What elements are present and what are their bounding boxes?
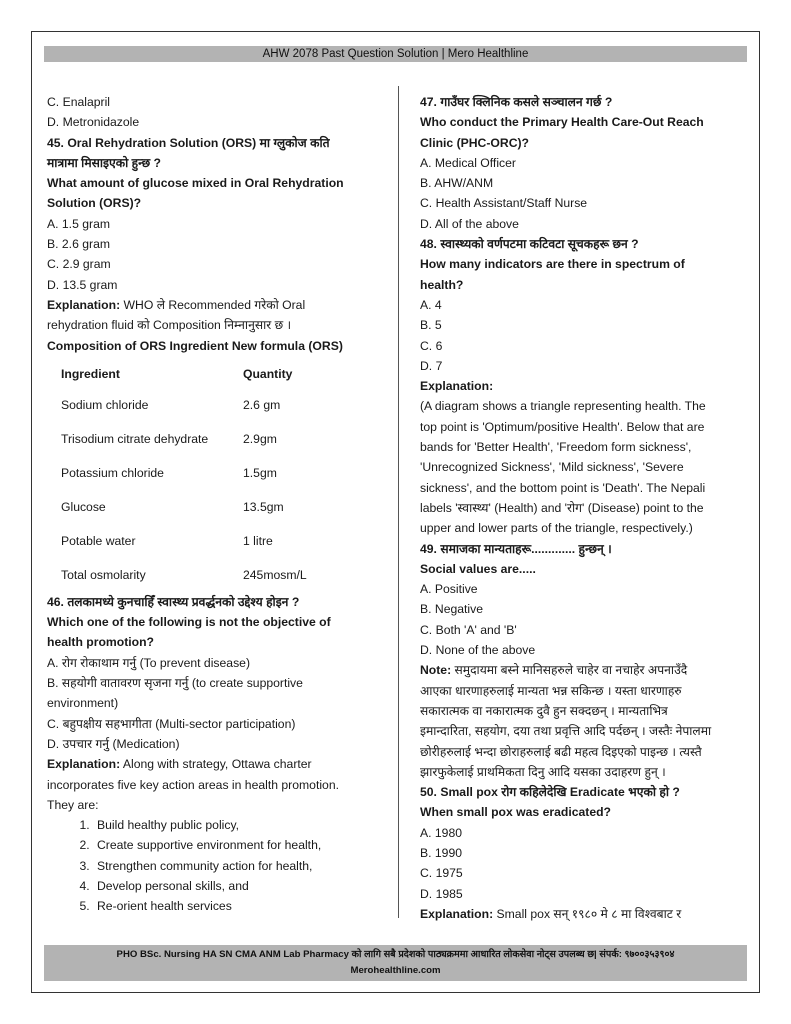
- question-48-english: health?: [420, 277, 464, 292]
- option-text: B. Negative: [420, 602, 484, 617]
- option-text: A. रोग रोकाथाम गर्नु (To prevent disease): [47, 655, 250, 670]
- explanation: [47, 754, 375, 774]
- table-cell: Total osmolarity: [61, 567, 146, 582]
- table-cell: 13.5gm: [243, 499, 284, 514]
- explanation-text: upper and lower parts of the triangle, respectively.): [420, 521, 693, 536]
- question-48-english: How many indicators are there in spectrum of: [420, 257, 685, 272]
- table-row: [47, 422, 307, 456]
- note-text: इमान्दारिता, सहयोग, दया तथा प्रवृत्ति आदि पर्दछन् । जस्तैः नेपालमा: [420, 724, 712, 739]
- question-45-english: What amount of glucose mixed in Oral Rehydration: [47, 176, 344, 191]
- table-header-row: [47, 360, 307, 388]
- question-46-english: Which one of the following is not the objective of: [47, 615, 331, 630]
- footer-promo-text: PHO BSc. Nursing HA SN CMA ANM Lab Pharmacy को लागि सबै प्रदेशको पाठ्यक्रममा आधारित लोकसेवा नोट्स उपलब्ध छ| संपर्क: ९७००३५३९०४: [116, 949, 675, 960]
- left-column: [47, 92, 375, 917]
- question-46-title: 46. तलकामध्ये कुनचाहिँ स्वास्थ्य प्रवर्द्धनको उद्देश्य होइन ?: [47, 594, 300, 609]
- question-50-english: When small pox was eradicated?: [420, 805, 611, 820]
- option-text: C. 6: [420, 338, 443, 353]
- explanation-text: bands for 'Better Health', 'Freedom form sickness',: [420, 440, 692, 455]
- table-cell: 1 litre: [243, 533, 273, 548]
- table-cell: Potassium chloride: [61, 465, 164, 480]
- option-text: B. AHW/ANM: [420, 176, 494, 191]
- note-label: Note:: [420, 663, 452, 678]
- table-cell: 245mosm/L: [243, 567, 307, 582]
- option-text: C. Health Assistant/Staff Nurse: [420, 196, 588, 211]
- table-row: [47, 524, 307, 558]
- table-row: [47, 388, 307, 422]
- question-45-english: Solution (ORS)?: [47, 196, 142, 211]
- explanation-label: Explanation:: [47, 297, 121, 312]
- question-45-title: मात्रामा मिसाइएको हुन्छ ?: [47, 155, 161, 170]
- option-text: B. 5: [420, 318, 442, 333]
- table-cell: 2.9gm: [243, 431, 277, 446]
- table-cell: Sodium chloride: [61, 397, 149, 412]
- question-49-english: Social values are.....: [420, 561, 536, 576]
- option-text: A. 1980: [420, 825, 463, 840]
- ors-table: [47, 360, 307, 592]
- explanation-text: sickness', and the bottom point is 'Death'. The Nepali: [420, 480, 706, 495]
- table-cell: Trisodium citrate dehydrate: [61, 431, 209, 446]
- explanation-text: (A diagram shows a triangle representing health. The: [420, 399, 706, 414]
- explanation: [420, 904, 742, 924]
- option-text: D. उपचार गर्नु (Medication): [47, 736, 180, 751]
- action-areas-list: [47, 815, 375, 916]
- option-text: A. 1.5 gram: [47, 216, 110, 231]
- question-47-english: Clinic (PHC-ORC)?: [420, 135, 530, 150]
- explanation-text: WHO ले Recommended गरेको Oral: [120, 297, 306, 312]
- option-text: A. Positive: [420, 582, 478, 597]
- explanation-text: They are:: [47, 797, 99, 812]
- table-cell: Potable water: [61, 533, 136, 548]
- note-text: समुदायमा बस्ने मानिसहरुले चाहेर वा नचाहेर अपनाउँदै: [451, 663, 688, 678]
- option-text: C. 2.9 gram: [47, 257, 111, 272]
- question-49-title: 49. समाजका मान्यताहरू............. हुन्छन् ।: [420, 541, 612, 556]
- option-text: D. Metronidazole: [47, 115, 140, 130]
- explanation-text: labels 'स्वास्थ्य' (Health) and 'रोग' (Disease) point to the: [420, 500, 704, 515]
- explanation-label: Explanation:: [420, 379, 494, 394]
- question-47-title: 47. गाउँघर क्लिनिक कसले सञ्चालन गर्छ ?: [420, 95, 613, 109]
- explanation-text: rehydration fluid को Composition निम्नानुसार छ ।: [47, 318, 292, 333]
- option-text: A. 4: [420, 297, 442, 312]
- explanation-text: Small pox सन् १९८० मे ८ मा विश्वबाट र: [493, 906, 682, 921]
- note-text: सकारात्मक वा नकारात्मक दुवै हुन सक्दछन् । मान्यताभित्र: [420, 703, 668, 718]
- option-text: B. 1990: [420, 845, 463, 860]
- option-text: environment): [47, 696, 119, 711]
- page-footer: [44, 945, 747, 981]
- option-text: C. बहुपक्षीय सहभागीता (Multi-sector participation): [47, 716, 296, 731]
- explanation-label: Explanation:: [47, 757, 121, 772]
- option-text: C. Enalapril: [47, 95, 110, 109]
- option-text: D. None of the above: [420, 643, 536, 658]
- option-text: D. All of the above: [420, 216, 519, 231]
- list-item: 3. Strengthen community action for health,: [93, 856, 375, 876]
- table-row: [47, 456, 307, 490]
- composition-title: Composition of ORS Ingredient New formula (ORS): [47, 338, 343, 353]
- option-text: D. 7: [420, 358, 443, 373]
- option-text: C. Both 'A' and 'B': [420, 622, 517, 637]
- explanation-text: 'Unrecognized Sickness', 'Mild sickness', 'Severe: [420, 460, 684, 475]
- question-45-title: 45. Oral Rehydration Solution (ORS) मा ग्लुकोज कति: [47, 135, 330, 150]
- table-cell: 1.5gm: [243, 465, 277, 480]
- option-text: B. सहयोगी वातावरण सृजना गर्नु (to create supportive: [47, 676, 303, 691]
- question-46-english: health promotion?: [47, 635, 154, 650]
- list-item: 2. Create supportive environment for health,: [93, 835, 375, 855]
- note-text: आएका धारणाहरुलाई मान्यता भन्न सकिन्छ । यस्ता धारणाहरु: [420, 683, 682, 698]
- explanation-label: Explanation:: [420, 906, 494, 921]
- explanation-text: top point is 'Optimum/positive Health'. Below that are: [420, 419, 705, 434]
- option-text: A. Medical Officer: [420, 155, 516, 170]
- table-header-cell: Quantity: [243, 366, 293, 381]
- explanation-text: incorporates five key action areas in health promotion.: [47, 777, 339, 792]
- question-48-title: 48. स्वास्थ्यको वर्णपटमा कटिवटा सूचकहरू छन ?: [420, 237, 639, 252]
- note: [420, 660, 742, 680]
- column-divider: [398, 86, 399, 918]
- note-text: छोरीहरुलाई भन्दा छोराहरुलाई बढी महत्व दिइएको पाइन्छ । त्यस्तै: [420, 744, 702, 759]
- table-cell: 2.6 gm: [243, 397, 281, 412]
- question-47-english: Who conduct the Primary Health Care-Out Reach: [420, 115, 704, 130]
- footer-website: Merohealthline.com: [350, 965, 441, 976]
- table-header-cell: Ingredient: [61, 366, 120, 381]
- page-header: AHW 2078 Past Question Solution | Mero Healthline: [44, 46, 747, 62]
- option-text: C. 1975: [420, 866, 463, 881]
- list-item: 1. Build healthy public policy,: [93, 815, 375, 835]
- question-50-title: 50. Small pox रोग कहिलेदेखि Eradicate भएको हो ?: [420, 785, 680, 800]
- explanation: [47, 295, 375, 315]
- right-column: [420, 92, 742, 924]
- option-text: B. 2.6 gram: [47, 237, 110, 252]
- table-cell: Glucose: [61, 499, 106, 514]
- list-item: 5. Re-orient health services: [93, 896, 375, 916]
- list-item: 4. Develop personal skills, and: [93, 876, 375, 896]
- explanation-text: Along with strategy, Ottawa charter: [120, 757, 312, 772]
- table-row: [47, 558, 307, 592]
- option-text: D. 1985: [420, 886, 463, 901]
- note-text: झारफुकेलाई प्राथमिकता दिनु आदि यसका उदाहरण हुन् ।: [420, 764, 666, 779]
- option-text: D. 13.5 gram: [47, 277, 118, 292]
- table-row: [47, 490, 307, 524]
